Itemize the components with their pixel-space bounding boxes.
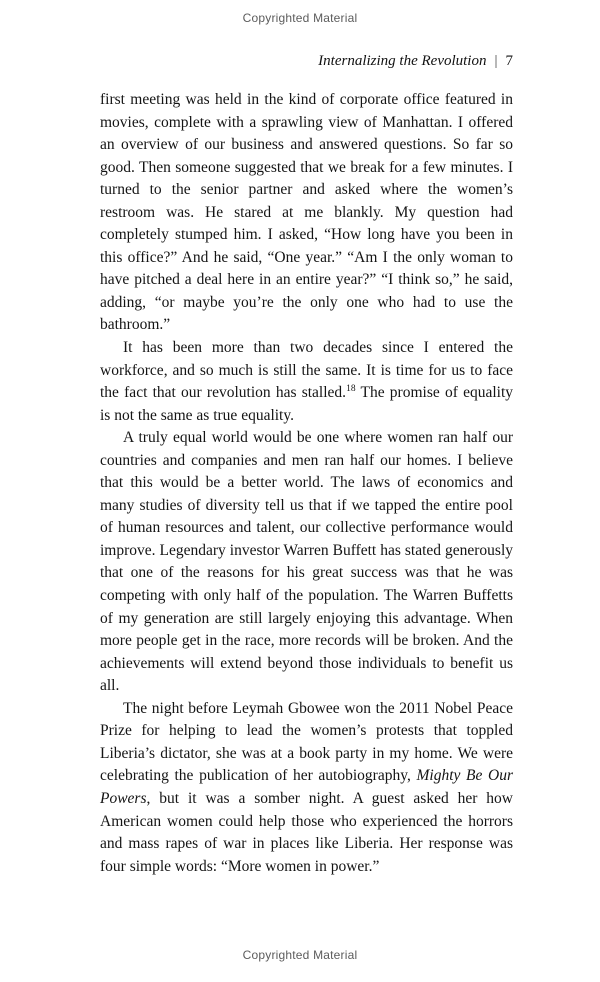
book-title-italic: Mighty Be Our Powers — [100, 767, 513, 807]
copyright-notice-top: Copyrighted Material — [242, 11, 358, 25]
text-run: A truly equal world would be one where women ran half our countries and companies and men ran half our homes. I believe that this would be a better world. The laws of economics and many studies of diversity tell us that if we tapped the entire pool of human resources and talent, our collective performance would improve. Legendary investor Warren Buffett has stated generously that one of the reasons for his great success was that he was competing with only half of the population. The Warren Buffetts of my generation are still largely enjoying this advantage. When more people get in the race, more records will be broken. And the achievements will extend beyond those individuals to benefit us all. — [100, 429, 513, 695]
header-separator: | — [494, 53, 498, 69]
paragraph — [100, 89, 513, 337]
text-run: The promise of equality is not the same as true equality. — [100, 384, 514, 424]
paragraph — [100, 698, 513, 878]
paragraph — [100, 337, 513, 427]
body-text — [100, 89, 513, 878]
footnote-reference: 18 — [346, 383, 356, 394]
text-run: The night before Leymah Gbowee won the 2011 Nobel Peace Prize for helping to lead the women’s protests that toppled Liberia’s dictator, she was at a book party in my home. We were celebrating the publication of her autobiography, — [100, 699, 513, 785]
copyright-notice-bottom: Copyrighted Material — [242, 948, 358, 962]
paragraph — [100, 427, 513, 698]
running-header — [100, 53, 513, 70]
text-run: , but it was a somber night. A guest asked her how American women could help those who experienced the horrors and mass rapes of war in places like Liberia. Her response was four simple words: “More women in power.” — [100, 789, 513, 875]
text-run: It has been more than two decades since I entered the workforce, and so much is still the same. It is time for us to face the fact that our revolution has stalled. — [100, 339, 513, 402]
text-run: first meeting was held in the kind of corporate office featured in movies, complete with a sprawling view of Manhattan. I offered an overview of our business and answered questions. So far so good. Then someone suggested that we break for a few minutes. I turned to the senior partner and asked where the women’s restroom was. He stared at me blankly. My question had completely stumped him. I asked, “How long have you been in this office?” And he said, “One year.” “Am I the only woman to have pitched a deal here in an entire year?” “I think so,” he said, adding, “or maybe you’re the only one who had to use the bathroom.” — [100, 91, 513, 334]
page-number: 7 — [505, 53, 513, 69]
chapter-title: Internalizing the Revolution — [318, 53, 487, 69]
